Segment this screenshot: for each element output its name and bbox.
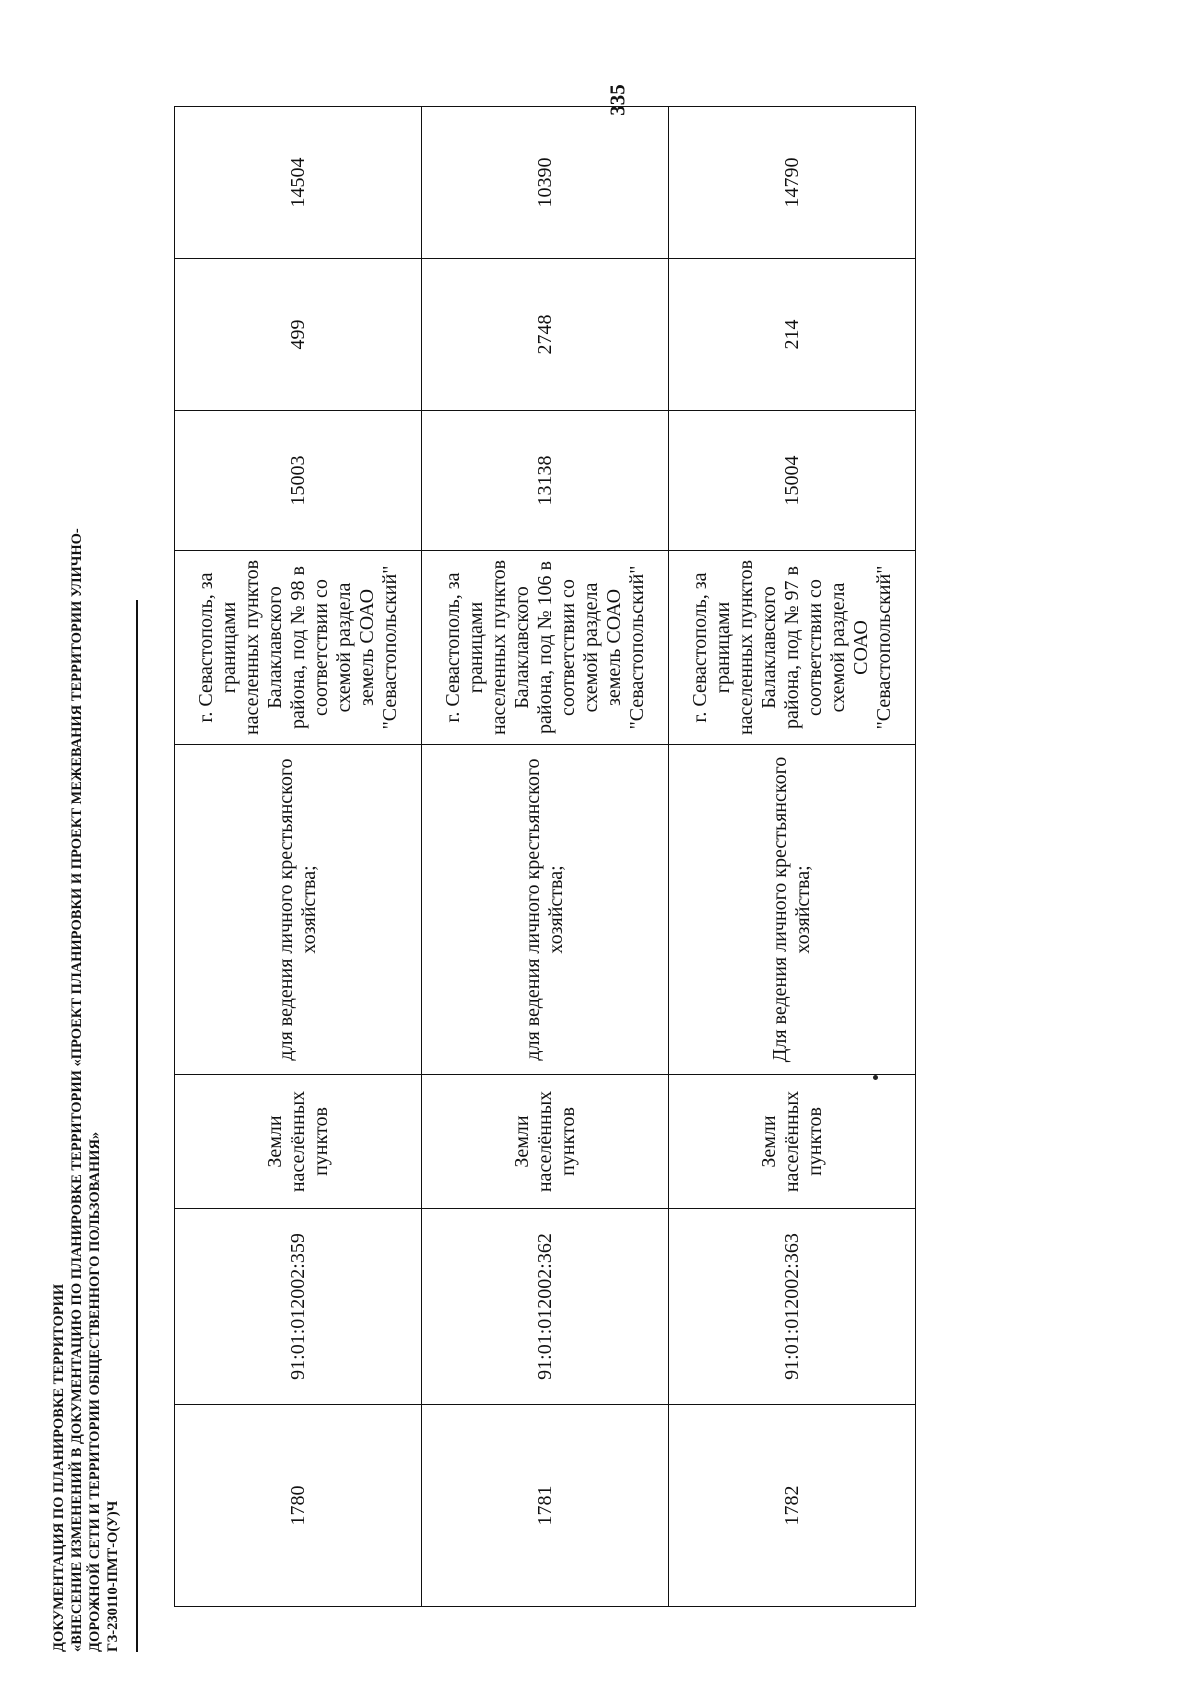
land-category: Земли населённых пунктов (669, 1075, 916, 1209)
table-row (669, 107, 916, 1607)
area-value-2: 2748 (422, 259, 669, 411)
cadastral-number: 91:01:012002:363 (669, 1209, 916, 1405)
row-number: 1780 (175, 1405, 422, 1607)
page-number-text: 335 (605, 84, 630, 116)
scan-speck (873, 1075, 878, 1080)
land-category: Земли населённых пунктов (175, 1075, 422, 1209)
location: г. Севастополь, за границами населенных пунктов Балаклавского района, под № 97 в соответствии со схемой раздела СОАО "Севастопольский" (669, 551, 916, 745)
header-divider (136, 600, 138, 1652)
location: г. Севастополь, за границами населенных пунктов Балаклавского района, под № 106 в соответствии со схемой раздела земель СОАО "Севастопольский" (422, 551, 669, 745)
cadastral-number: 91:01:012002:362 (422, 1209, 669, 1405)
row-number: 1782 (669, 1405, 916, 1607)
document-header (50, 452, 122, 1652)
location: г. Севастополь, за границами населенных пунктов Балаклавского района, под № 98 в соответствии со схемой раздела земель СОАО "Севастопольский" (175, 551, 422, 745)
document-body (50, 132, 920, 1652)
area-value-3: 14504 (175, 107, 422, 259)
table-row (422, 107, 669, 1607)
cadastral-number: 91:01:012002:359 (175, 1209, 422, 1405)
land-plots-table (174, 106, 916, 1607)
permitted-use: Для ведения личного крестьянского хозяйства; (669, 745, 916, 1075)
row-number: 1781 (422, 1405, 669, 1607)
area-value-2: 499 (175, 259, 422, 411)
header-line-3: ДОРОЖНОЙ СЕТИ И ТЕРРИТОРИИ ОБЩЕСТВЕННОГО ПОЛЬЗОВАНИЯ» (87, 1131, 103, 1652)
table-row (175, 107, 422, 1607)
header-line-2: «ВНЕСЕНИЕ ИЗМЕНЕНИЙ В ДОКУМЕНТАЦИЮ ПО ПЛАНИРОВКЕ ТЕРРИТОРИИ «ПРОЕКТ ПЛАНИРОВКИ И ПРОЕКТ МЕЖЕВАНИЯ ТЕРРИТОРИИ УЛИЧНО- (69, 528, 85, 1652)
area-value-3: 10390 (422, 107, 669, 259)
header-line-4: ГЗ-230110-ПМТ-О(У)Ч (105, 1500, 121, 1652)
area-value-1: 15004 (669, 411, 916, 551)
header-line-1: ДОКУМЕНТАЦИЯ ПО ПЛАНИРОВКЕ ТЕРРИТОРИИ (51, 1283, 67, 1652)
permitted-use: для ведения личного крестьянского хозяйства; (175, 745, 422, 1075)
area-value-3: 14790 (669, 107, 916, 259)
permitted-use: для ведения личного крестьянского хозяйства; (422, 745, 669, 1075)
land-category: Земли населённых пунктов (422, 1075, 669, 1209)
area-value-1: 15003 (175, 411, 422, 551)
area-value-1: 13138 (422, 411, 669, 551)
area-value-2: 214 (669, 259, 916, 411)
